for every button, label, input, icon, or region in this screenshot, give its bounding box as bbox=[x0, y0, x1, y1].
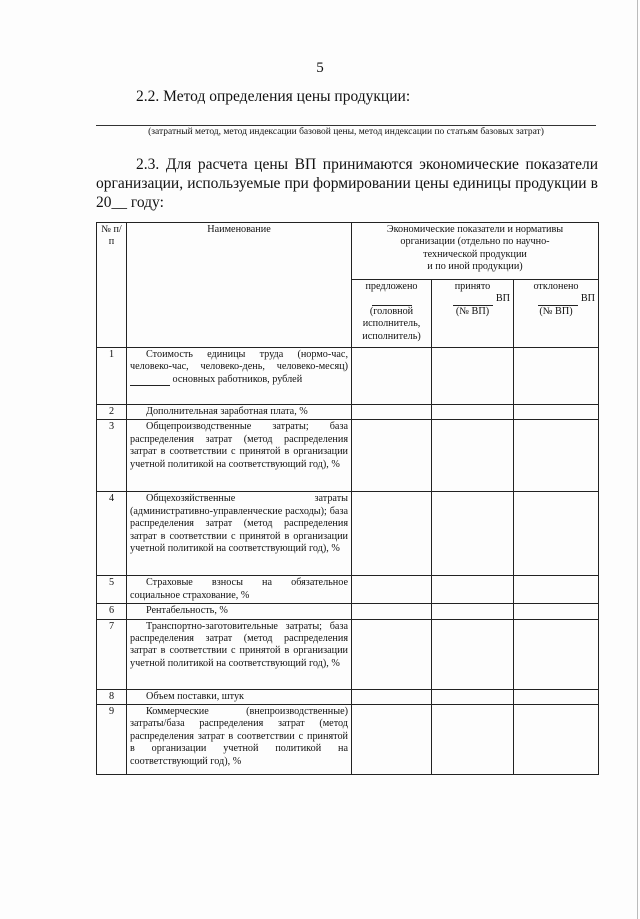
header-accepted: принято ВП (№ ВП) bbox=[432, 280, 514, 348]
economic-indicators-table bbox=[96, 222, 599, 775]
cell-rejected[interactable] bbox=[514, 576, 599, 604]
cell-accepted[interactable] bbox=[432, 576, 514, 604]
table-row: 3 Общепроизводственные затраты; база распределения затрат (метод распределения затрат в соответствии с принятой в организации учетной политикой на соответствующий год), % bbox=[97, 420, 599, 492]
blank-line bbox=[453, 297, 493, 306]
table-row: 1 Стоимость единицы труда (нормо-час, человеко-час, человеко-день, человеко-месяц) основных работников, рублей bbox=[97, 348, 599, 405]
blank-line bbox=[372, 297, 412, 306]
cell-proposed[interactable] bbox=[352, 604, 432, 619]
table-row: 7 Транспортно-заготовительные затраты; база распределения затрат (метод распределения затрат в соответствии с принятой в организации учетной политикой на соответствующий год), % bbox=[97, 619, 599, 689]
page-number: 5 bbox=[316, 60, 324, 76]
method-fill-line bbox=[96, 125, 596, 126]
header-name: Наименование bbox=[127, 223, 352, 348]
table-row: 4 Общехозяйственные затраты (административно-управленческие расходы); база распределения затрат (метод распределения затрат в соответствии с принятой в организации учетной политикой на соответствующий год), % bbox=[97, 492, 599, 576]
section-2-3-paragraph bbox=[96, 155, 598, 212]
header-proposed: предложено (головной исполнитель, исполнитель) bbox=[352, 280, 432, 348]
table-row: 6 Рентабельность, % bbox=[97, 604, 599, 619]
cell-accepted[interactable] bbox=[432, 705, 514, 775]
cell-accepted[interactable] bbox=[432, 420, 514, 492]
table-row: 9 Коммерческие (внепроизводственные) затраты/база распределения затрат (метод распределения затрат в соответствии с принятой в организации учетной политикой на соответствующий год), % bbox=[97, 705, 599, 775]
cell-proposed[interactable] bbox=[352, 348, 432, 405]
cell-proposed[interactable] bbox=[352, 689, 432, 704]
blank-line bbox=[538, 297, 578, 306]
header-number: № п/п bbox=[97, 223, 127, 348]
cell-accepted[interactable] bbox=[432, 604, 514, 619]
cell-proposed[interactable] bbox=[352, 576, 432, 604]
table-row: 2 Дополнительная заработная плата, % bbox=[97, 405, 599, 420]
blank-line bbox=[130, 377, 170, 386]
cell-rejected[interactable] bbox=[514, 405, 599, 420]
cell-accepted[interactable] bbox=[432, 405, 514, 420]
cell-rejected[interactable] bbox=[514, 348, 599, 405]
method-caption: (затратный метод, метод индексации базовой цены, метод индексации по статьям базовых затрат) bbox=[148, 127, 544, 137]
header-indicators-group: Экономические показатели и нормативы организации (отдельно по научно- технической продукции и по иной продукции) bbox=[352, 223, 599, 280]
cell-accepted[interactable] bbox=[432, 619, 514, 689]
section-2-2-heading: 2.2. Метод определения цены продукции: bbox=[136, 88, 411, 105]
cell-rejected[interactable] bbox=[514, 492, 599, 576]
cell-rejected[interactable] bbox=[514, 705, 599, 775]
cell-proposed[interactable] bbox=[352, 619, 432, 689]
cell-accepted[interactable] bbox=[432, 492, 514, 576]
para-line-1: 2.3. Для расчета цены ВП принимаются экономические показатели bbox=[136, 156, 598, 173]
cell-rejected[interactable] bbox=[514, 420, 599, 492]
table-row: 8 Объем поставки, штук bbox=[97, 689, 599, 704]
para-line-2: организации, используемые при формировании цены единицы продукции в bbox=[96, 175, 598, 192]
cell-proposed[interactable] bbox=[352, 420, 432, 492]
cell-proposed[interactable] bbox=[352, 705, 432, 775]
cell-rejected[interactable] bbox=[514, 619, 599, 689]
header-rejected: отклонено ВП (№ ВП) bbox=[514, 280, 599, 348]
para-line-3: 20__ году: bbox=[96, 194, 164, 211]
cell-proposed[interactable] bbox=[352, 492, 432, 576]
cell-rejected[interactable] bbox=[514, 689, 599, 704]
cell-accepted[interactable] bbox=[432, 689, 514, 704]
cell-accepted[interactable] bbox=[432, 348, 514, 405]
page-edge bbox=[637, 0, 638, 919]
cell-proposed[interactable] bbox=[352, 405, 432, 420]
table-row: 5 Страховые взносы на обязательное социальное страхование, % bbox=[97, 576, 599, 604]
table-header-row bbox=[97, 223, 599, 280]
cell-rejected[interactable] bbox=[514, 604, 599, 619]
